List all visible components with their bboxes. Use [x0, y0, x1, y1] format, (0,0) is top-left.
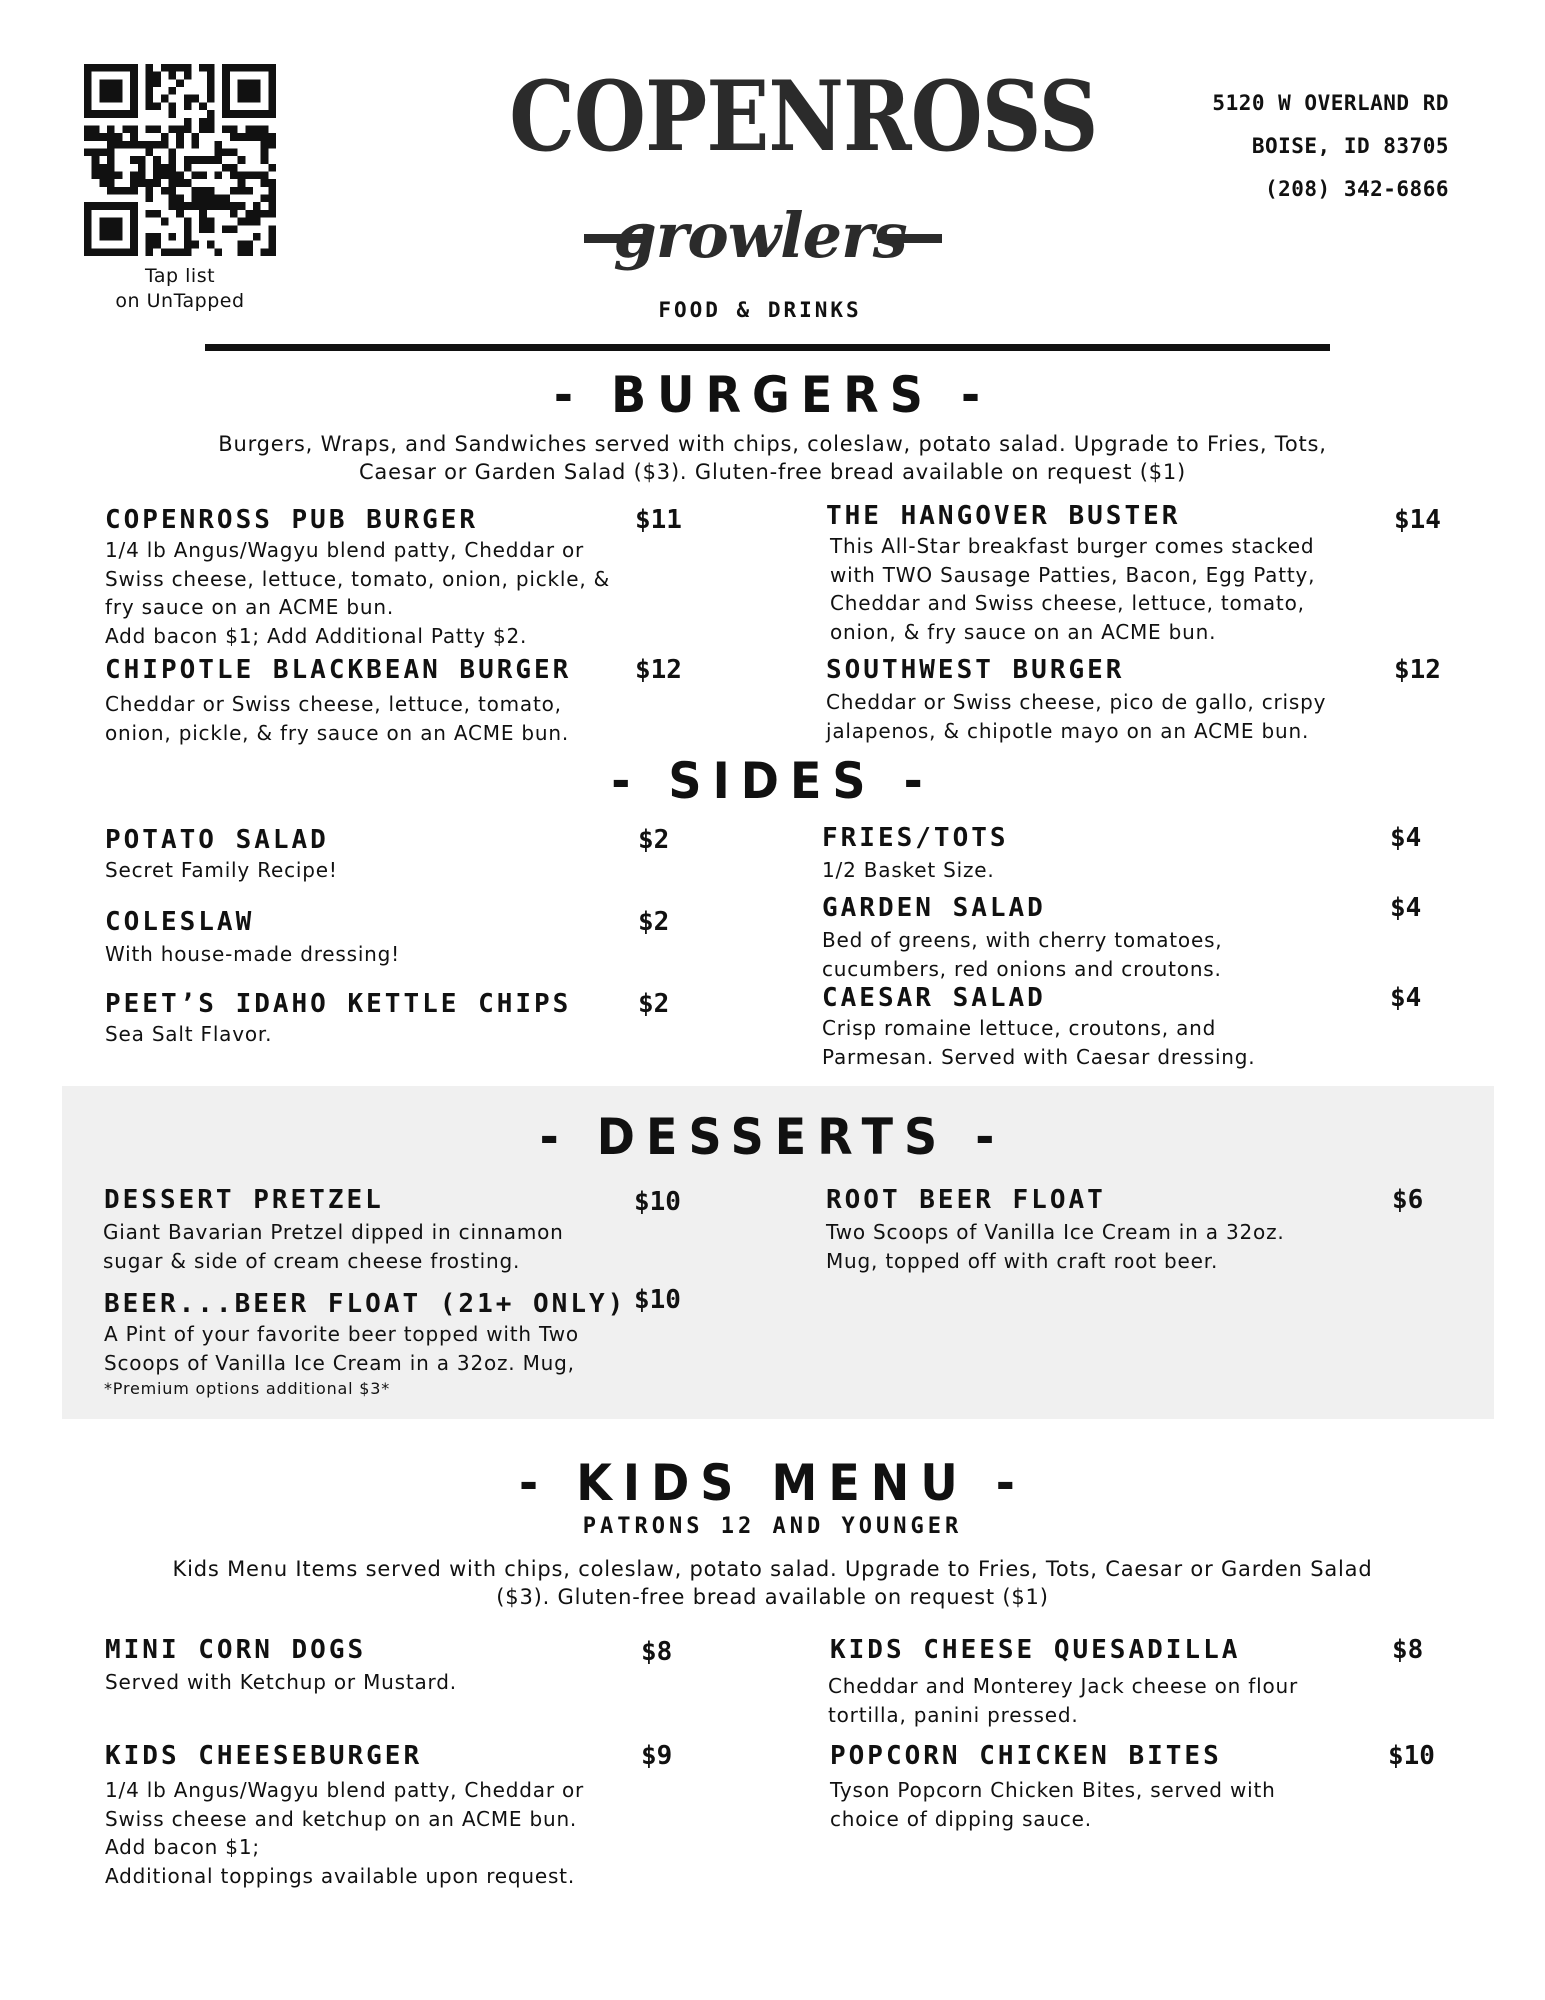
address-street: 5120 W OVERLAND RD — [1212, 91, 1449, 115]
address-phone: (208) 342-6866 — [1264, 177, 1449, 201]
item-price: $12 — [1394, 655, 1441, 685]
item-name: FRIES/TOTS — [822, 823, 1009, 853]
item-desc-line: cucumbers, red onions and croutons. — [822, 956, 1222, 981]
item-price: $4 — [1390, 823, 1422, 853]
item-desc-line: choice of dipping sauce. — [830, 1806, 1092, 1831]
burgers-note-line: Burgers, Wraps, and Sandwiches served with chips, coleslaw, potato salad. Upgrade to Fries, Tots, — [218, 432, 1327, 456]
item-description — [105, 536, 610, 650]
item-desc-line: Crisp romaine lettuce, croutons, and — [822, 1016, 1217, 1040]
burgers-title: - BURGERS - — [553, 366, 992, 424]
item-name: COPENROSS PUB BURGER — [105, 505, 479, 535]
sides-title: - SIDES - — [611, 752, 934, 810]
item-price: $2 — [638, 825, 670, 855]
item-desc-line: Cheddar and Swiss cheese, lettuce, tomato, — [830, 591, 1305, 615]
item-desc-line: A Pint of your favorite beer topped with Two — [104, 1322, 579, 1346]
qr-caption-line: Tap list — [144, 265, 216, 287]
item-desc-line: fry sauce on an ACME bun. — [105, 595, 394, 619]
address-city: BOISE, ID 83705 — [1251, 134, 1449, 158]
item-price: $10 — [634, 1285, 681, 1315]
burgers-note-line: Caesar or Garden Salad ($3). Gluten-free bread available on request ($1) — [358, 460, 1187, 484]
item-desc-line: 1/2 Basket Size. — [822, 858, 995, 882]
item-desc-line: 1/4 lb Angus/Wagyu blend patty, Cheddar or — [105, 538, 585, 562]
item-price: $4 — [1390, 983, 1422, 1013]
item-price: $10 — [634, 1187, 681, 1217]
logo-subtitle: growlers — [613, 199, 907, 272]
qr-code[interactable] — [84, 64, 276, 256]
item-name: MINI CORN DOGS — [105, 1635, 367, 1665]
item-desc-line: with TWO Sausage Patties, Bacon, Egg Patty, — [830, 562, 1316, 587]
item-desc-line: Swiss cheese, lettuce, tomato, onion, pickle, & — [105, 566, 611, 591]
item-price: $4 — [1390, 893, 1422, 923]
item-name: ROOT BEER FLOAT — [826, 1185, 1106, 1215]
item-price: $6 — [1392, 1185, 1424, 1215]
item-description — [822, 926, 1222, 983]
item-description — [105, 1020, 272, 1049]
item-desc-line: Swiss cheese and ketchup on an ACME bun. — [105, 1806, 578, 1831]
item-name: BEER...BEER FLOAT (21+ ONLY) — [104, 1289, 627, 1319]
kids-note-line: ($3). Gluten-free bread available on request ($1) — [496, 1585, 1049, 1609]
item-desc-line: Secret Family Recipe! — [105, 858, 338, 882]
item-description — [105, 690, 569, 747]
item-name: PEET’S IDAHO KETTLE CHIPS — [105, 989, 572, 1019]
qr-caption-line: on UnTapped — [115, 290, 245, 312]
item-desc-line: Mug, topped off with craft root beer. — [826, 1248, 1219, 1273]
item-desc-line: This All-Star breakfast burger comes stacked — [830, 534, 1315, 558]
item-desc-line: Cheddar or Swiss cheese, lettuce, tomato, — [105, 692, 562, 716]
item-desc-line: onion, pickle, & fry sauce on an ACME bun. — [105, 720, 570, 745]
tagline: FOOD & DRINKS — [658, 298, 862, 322]
item-price: $14 — [1394, 505, 1441, 535]
address — [1212, 82, 1449, 211]
item-description — [830, 1776, 1276, 1833]
item-desc-line: tortilla, panini pressed. — [828, 1702, 1079, 1727]
item-price: $11 — [635, 505, 682, 535]
item-desc-line: Add bacon $1; Add Additional Patty $2. — [105, 623, 528, 648]
item-name: POPCORN CHICKEN BITES — [830, 1741, 1222, 1771]
item-name: SOUTHWEST BURGER — [826, 655, 1125, 685]
item-price: $2 — [638, 907, 670, 937]
item-desc-line: onion, & fry sauce on an ACME bun. — [830, 619, 1217, 644]
item-desc-line: jalapenos, & chipotle mayo on an ACME bun. — [826, 718, 1310, 743]
item-desc-line: sugar & side of cream cheese frosting. — [103, 1248, 521, 1273]
item-name: DESSERT PRETZEL — [104, 1185, 384, 1215]
item-description — [822, 856, 995, 885]
item-description — [826, 688, 1326, 745]
item-desc-line: Sea Salt Flavor. — [105, 1022, 273, 1046]
item-name: CAESAR SALAD — [822, 983, 1046, 1013]
item-footnote: *Premium options additional $3* — [104, 1379, 391, 1398]
burgers-note — [150, 430, 1395, 486]
kids-subtitle: PATRONS 12 AND YOUNGER — [582, 1514, 963, 1539]
item-name: KIDS CHEESEBURGER — [105, 1741, 423, 1771]
item-desc-line: Cheddar or Swiss cheese, pico de gallo, crispy — [826, 690, 1327, 714]
item-desc-line: Parmesan. Served with Caesar dressing. — [822, 1044, 1256, 1069]
item-description — [822, 1014, 1255, 1071]
item-price: $2 — [638, 989, 670, 1019]
item-price: $10 — [1388, 1741, 1435, 1771]
item-desc-line: With house-made dressing! — [105, 942, 400, 966]
item-description — [103, 1218, 564, 1275]
item-description — [828, 1672, 1298, 1729]
item-desc-line: Bed of greens, with cherry tomatoes, — [822, 928, 1223, 952]
item-description — [105, 856, 338, 885]
kids-title: - KIDS MENU - — [519, 1454, 1026, 1512]
item-name: KIDS CHEESE QUESADILLA — [830, 1635, 1241, 1665]
item-description — [830, 532, 1315, 646]
item-description — [105, 1668, 457, 1697]
item-name: CHIPOTLE BLACKBEAN BURGER — [105, 655, 572, 685]
item-desc-line: Scoops of Vanilla Ice Cream in a 32oz. Mug, — [104, 1350, 575, 1375]
item-desc-line: Additional toppings available upon request. — [105, 1863, 575, 1888]
kids-note-line: Kids Menu Items served with chips, coleslaw, potato salad. Upgrade to Fries, Tots, Caesar or Garden Salad — [172, 1557, 1373, 1581]
item-description — [104, 1320, 579, 1401]
item-name: THE HANGOVER BUSTER — [826, 501, 1181, 531]
item-price: $8 — [1392, 1635, 1424, 1665]
item-price: $12 — [635, 655, 682, 685]
item-price: $8 — [641, 1637, 673, 1667]
header-divider — [205, 344, 1330, 351]
item-desc-line: Two Scoops of Vanilla Ice Cream in a 32oz. — [826, 1220, 1285, 1244]
item-description — [105, 1776, 584, 1890]
kids-note — [100, 1555, 1445, 1611]
item-price: $9 — [641, 1741, 673, 1771]
item-desc-line: Tyson Popcorn Chicken Bites, served with — [830, 1778, 1276, 1802]
item-description — [826, 1218, 1285, 1275]
logo-title: COPENROSS — [509, 60, 1098, 173]
item-description — [105, 940, 400, 969]
qr-caption — [84, 264, 276, 314]
desserts-title: - DESSERTS - — [539, 1108, 1006, 1166]
item-name: COLESLAW — [105, 907, 255, 937]
item-desc-line: Cheddar and Monterey Jack cheese on flour — [828, 1674, 1299, 1698]
item-desc-line: Add bacon $1; — [105, 1835, 260, 1859]
item-name: GARDEN SALAD — [822, 893, 1046, 923]
item-name: POTATO SALAD — [105, 825, 329, 855]
item-desc-line: 1/4 lb Angus/Wagyu blend patty, Cheddar or — [105, 1778, 585, 1802]
item-desc-line: Giant Bavarian Pretzel dipped in cinnamon — [103, 1220, 564, 1244]
item-desc-line: Served with Ketchup or Mustard. — [105, 1670, 457, 1694]
